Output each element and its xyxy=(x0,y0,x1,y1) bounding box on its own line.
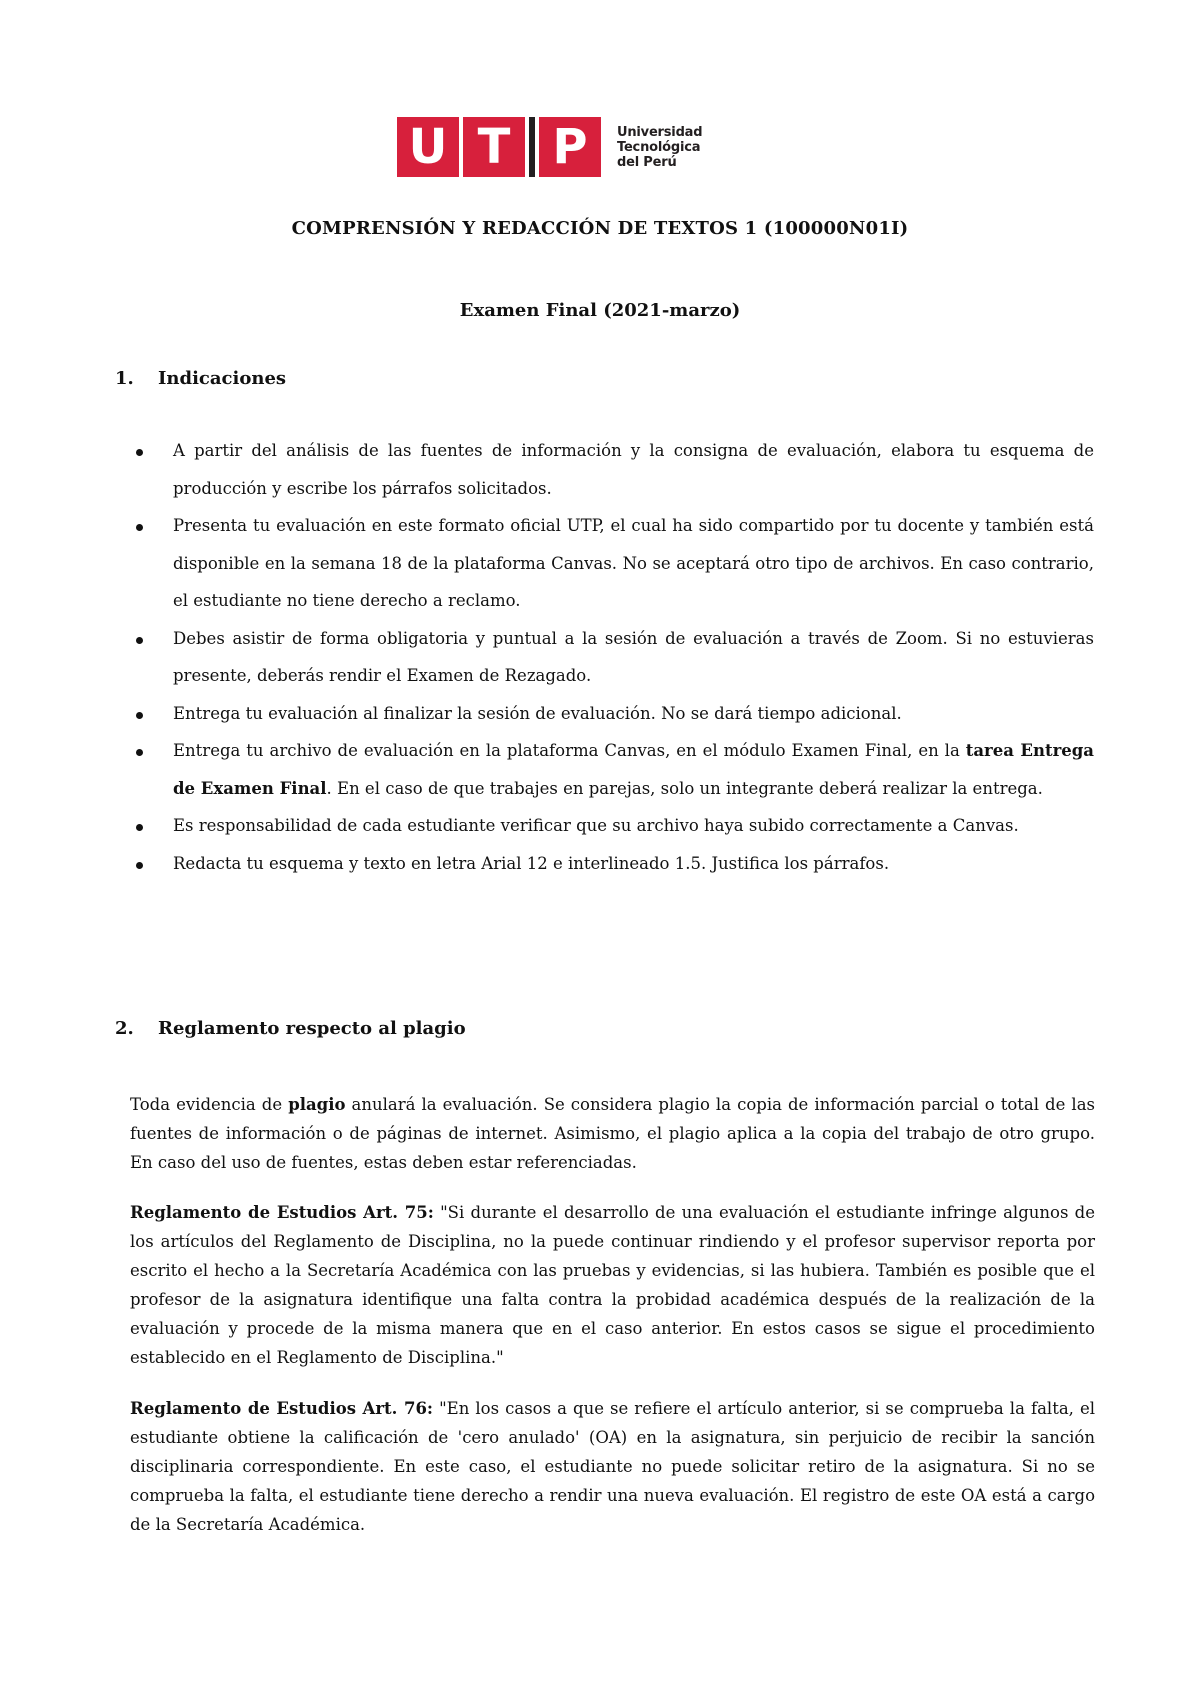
course-title: COMPRENSIÓN Y REDACCIÓN DE TEXTOS 1 (100000N01I) xyxy=(291,218,909,239)
section-number: 2. xyxy=(115,1018,134,1039)
section-title: Indicaciones xyxy=(158,368,287,389)
logo-letter-t: T xyxy=(463,117,525,177)
bullet-icon xyxy=(136,824,143,831)
logo-letter-u: U xyxy=(397,117,459,177)
list-item: Entrega tu evaluación al finalizar la sesión de evaluación. No se dará tiempo adicional. xyxy=(0,695,1200,733)
indicaciones-list xyxy=(0,432,1200,882)
list-item: Redacta tu esquema y texto en letra Arial 12 e interlineado 1.5. Justifica los párrafos. xyxy=(0,845,1200,883)
list-item: Es responsabilidad de cada estudiante verificar que su archivo haya subido correctamente a Canvas. xyxy=(0,807,1200,845)
utp-logo xyxy=(397,117,702,177)
exam-title: Examen Final (2021-marzo) xyxy=(459,300,741,321)
list-item: Debes asistir de forma obligatoria y puntual a la sesión de evaluación a través de Zoom. Si no estuvieras presente, deberás rendir el Examen de Rezagado. xyxy=(0,620,1200,695)
bullet-icon xyxy=(136,712,143,719)
logo-wordmark xyxy=(617,125,702,170)
bullet-icon xyxy=(136,637,143,644)
section-title: Reglamento respecto al plagio xyxy=(158,1018,466,1039)
reglamento-art75-paragraph: Reglamento de Estudios Art. 75: "Si durante el desarrollo de una evaluación el estudiante infringe algunos de los artículos del Reglamento de Disciplina, no la puede continuar rindiendo y el profesor supervisor reporta por escrito el hecho a la Secretaría Académica con las pruebas y evidencias, si las hubiera. También es posible que el profesor de la asignatura identifique una falta contra la probidad académica después de la realización de la evaluación y procede de la misma manera que en el caso anterior. En estos casos se sigue el procedimiento establecido en el Reglamento de Disciplina." xyxy=(130,1203,1096,1367)
bullet-icon xyxy=(136,449,143,456)
section-number: 1. xyxy=(115,368,134,389)
logo-text-line: Tecnológica xyxy=(617,139,701,155)
logo-letter-p: P xyxy=(539,117,601,177)
list-item: Entrega tu archivo de evaluación en la plataforma Canvas, en el módulo Examen Final, en la tarea Entrega de Examen Final. En el caso de que trabajes en parejas, solo un integrante deberá realizar la entrega. xyxy=(0,732,1200,807)
bold-text: tarea Entrega de Examen Final xyxy=(173,741,1094,798)
logo-text-line: del Perú xyxy=(617,154,677,170)
section-heading-plagio xyxy=(115,1018,466,1039)
list-item: Presenta tu evaluación en este formato oficial UTP, el cual ha sido compartido por tu docente y también está disponible en la semana 18 de la plataforma Canvas. No se aceptará otro tipo de archivos. En caso contrario, el estudiante no tiene derecho a reclamo. xyxy=(0,507,1200,620)
bullet-icon xyxy=(136,862,143,869)
logo-text-line: Universidad xyxy=(617,124,703,140)
bullet-icon xyxy=(136,524,143,531)
list-item: A partir del análisis de las fuentes de información y la consigna de evaluación, elabora tu esquema de producción y escribe los párrafos solicitados. xyxy=(0,432,1200,507)
reglamento-art76-paragraph: Reglamento de Estudios Art. 76: "En los casos a que se refiere el artículo anterior, si se comprueba la falta, el estudiante obtiene la calificación de 'cero anulado' (OA) en la asignatura, sin perjuicio de recibir la sanción disciplinaria correspondiente. En este caso, el estudiante no puede solicitar retiro de la asignatura. Si no se comprueba la falta, el estudiante tiene derecho a rendir una nueva evaluación. El registro de este OA está a cargo de la Secretaría Académica. xyxy=(130,1399,1096,1534)
article-label: Reglamento de Estudios Art. 76: xyxy=(130,1399,434,1418)
article-label: Reglamento de Estudios Art. 75: xyxy=(130,1203,434,1222)
bold-text: plagio xyxy=(288,1095,346,1114)
section-heading-indicaciones xyxy=(115,368,286,389)
logo-letters xyxy=(397,117,605,177)
bullet-icon xyxy=(136,749,143,756)
plagio-intro-paragraph: Toda evidencia de plagio anulará la evaluación. Se considera plagio la copia de información parcial o total de las fuentes de información o de páginas de internet. Asimismo, el plagio aplica a la copia del trabajo de otro grupo. En caso del uso de fuentes, estas deben estar referenciadas. xyxy=(130,1095,1096,1172)
logo-separator xyxy=(529,117,535,177)
